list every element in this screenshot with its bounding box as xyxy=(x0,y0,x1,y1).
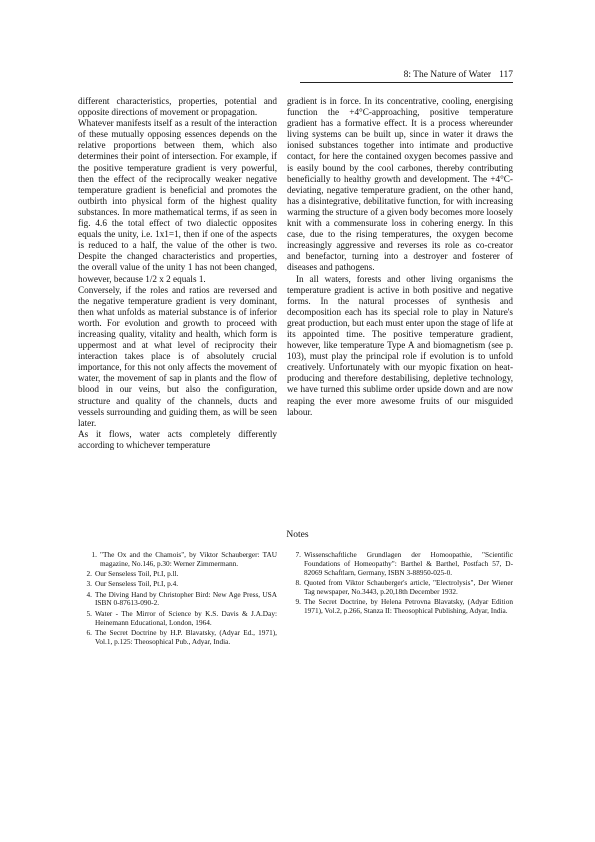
body-paragraph: Whatever manifests itself as a result of the interaction of these mutually opposing essences depends on the relative proportions between them, which also determines their point of intersection. For example, if the positive temperature gradient is very powerful, then the effect of the reciprocally weaker negative temperature gradient is beneficial and promotes the outbirth into physical form of the highest quality substances. In more mathematical terms, if as seen in fig. 4.6 the total effect of two dialectic opposites equals the unity, i.e. 1x1=1, then if one of the aspects is reduced to a half, the value of the other is two. Despite the changed characteristics and properties, the overall value of the unity 1 has not been changed, however, because 1/2 x 2 equals 1. xyxy=(78,118,277,284)
note-item xyxy=(78,610,277,628)
note-number: 6. xyxy=(86,627,92,637)
body-paragraph: As it flows, water acts completely differently according to whichever temperature xyxy=(78,428,277,450)
note-text: The Secret Doctrine by H.P. Blavatsky, (Adyar Ed., 1971), Vol.1, p.125: Theosophical Pub., Adyar, India. xyxy=(95,627,277,646)
note-number: 9. xyxy=(295,596,301,606)
note-item xyxy=(287,551,513,577)
note-item xyxy=(78,580,277,589)
note-text: Our Senseless Toil, Pt.I, p.ll. xyxy=(95,569,179,579)
note-number: 5. xyxy=(86,608,92,618)
note-number: 7. xyxy=(295,550,301,559)
note-text: Wissenschaftliche Grundlagen der Homoopathie, "Scientific Foundations of Homeopathy": Barthel & Barthel, Postfach 57, D-82069 Schaftlarn, Germany, ISBN 3-88950-025-0. xyxy=(304,550,513,577)
header-rule xyxy=(300,82,513,83)
note-text: Our Senseless Toil, Pt.I, p.4. xyxy=(95,579,179,589)
note-number: 3. xyxy=(86,579,92,589)
notes-heading: Notes xyxy=(286,530,309,540)
note-text: The Secret Doctrine, by Helena Petrovna Blavatsky, (Adyar Edition 1971), Vol.2, p.266, Stanza II: Theosophical Publishing, Adyar, India. xyxy=(304,596,513,615)
note-text: "The Ox and the Chamois", by Viktor Schauberger: TAU magazine, No.146, p.30: Werner Zimmermann. xyxy=(100,550,277,568)
note-text: Quoted from Viktor Schauberger's article, "Electrolysis", Der Wiener Tag newspaper, No.3443, p.20,18th December 1932. xyxy=(304,577,513,596)
note-item xyxy=(78,591,277,609)
notes-right-column xyxy=(287,551,513,617)
note-text: The Diving Hand by Christopher Bird: New Age Press, USA ISBN 0-87613-090-2. xyxy=(95,589,277,608)
running-head-text xyxy=(404,70,513,80)
note-item xyxy=(78,570,277,579)
chapter-title: 8: The Nature of Water xyxy=(403,70,492,80)
body-paragraph: different characteristics, properties, potential and opposite directions of movement or propagation. xyxy=(78,96,277,118)
notes-left-column xyxy=(78,551,277,648)
body-paragraph: gradient is in force. In its concentrative, cooling, energising function the +4°C-approaching, positive temperature gradient has a formative effect. It is a process whereunder living systems can be built up, since in water it draws the ionised substances together into intimate and productive contact, for here the contained oxygen becomes passive and is easily bound by the cool carbones, thereby contributing beneficially to healthy growth and development. The +4°C-deviating, negative temperature gradient, on the other hand, has a disintegrative, debilitative function, for with increasing warming the structure of a given body becomes more loosely knit with a commensurate loss in cohering energy. In this case, due to the rising temperatures, the oxygen become increasingly aggressive and reverses its role as co-creator and benefactor, turning into a destroyer and fosterer of diseases and pathogens. xyxy=(287,96,513,273)
body-paragraph: Conversely, if the roles and ratios are reversed and the negative temperature gradient is very dominant, then what unfolds as material substance is of inferior worth. For evolution and growth to proceed with increasing quality, vitality and health, which form is uppermost and at what level of reciprocity their interaction takes place is of absolutely crucial importance, for this not only affects the movement of water, the movement of sap in plants and the flow of blood in our veins, but also the configuration, structure and quality of the channels, ducts and vessels surrounding and guiding them, as will be seen later. xyxy=(78,284,277,428)
body-paragraph: In all waters, forests and other living organisms the temperature gradient is active in both positive and negative forms. In the natural processes of synthesis and decomposition each has its special role to play in Nature's great production, but each must enter upon the stage of life at its appointed time. The positive temperature gradient, however, like temperature Type A and biomagnetism (see p. 103), must play the principal role if evolution is to unfold creatively. Unfortunately with our myopic fixation on heat-producing and therefore destabilising, depletive technology, we have turned this sublime order upside down and are now reaping the ever more awesome fruits of our misguided labour. xyxy=(287,273,513,417)
note-item xyxy=(78,551,277,569)
note-text: Water - The Mirror of Science by K.S. Davis & J.A.Day: Heinemann Educational, London, 1964. xyxy=(95,608,277,627)
note-number: 8. xyxy=(295,577,301,587)
note-number: 4. xyxy=(86,589,92,599)
note-number: 2. xyxy=(86,569,92,579)
note-number: 1. xyxy=(91,550,97,559)
page-number: 117 xyxy=(499,70,513,80)
note-item xyxy=(78,629,277,647)
note-item xyxy=(287,579,513,597)
note-item xyxy=(287,598,513,616)
right-text-column xyxy=(287,96,513,418)
left-text-column xyxy=(78,96,277,451)
